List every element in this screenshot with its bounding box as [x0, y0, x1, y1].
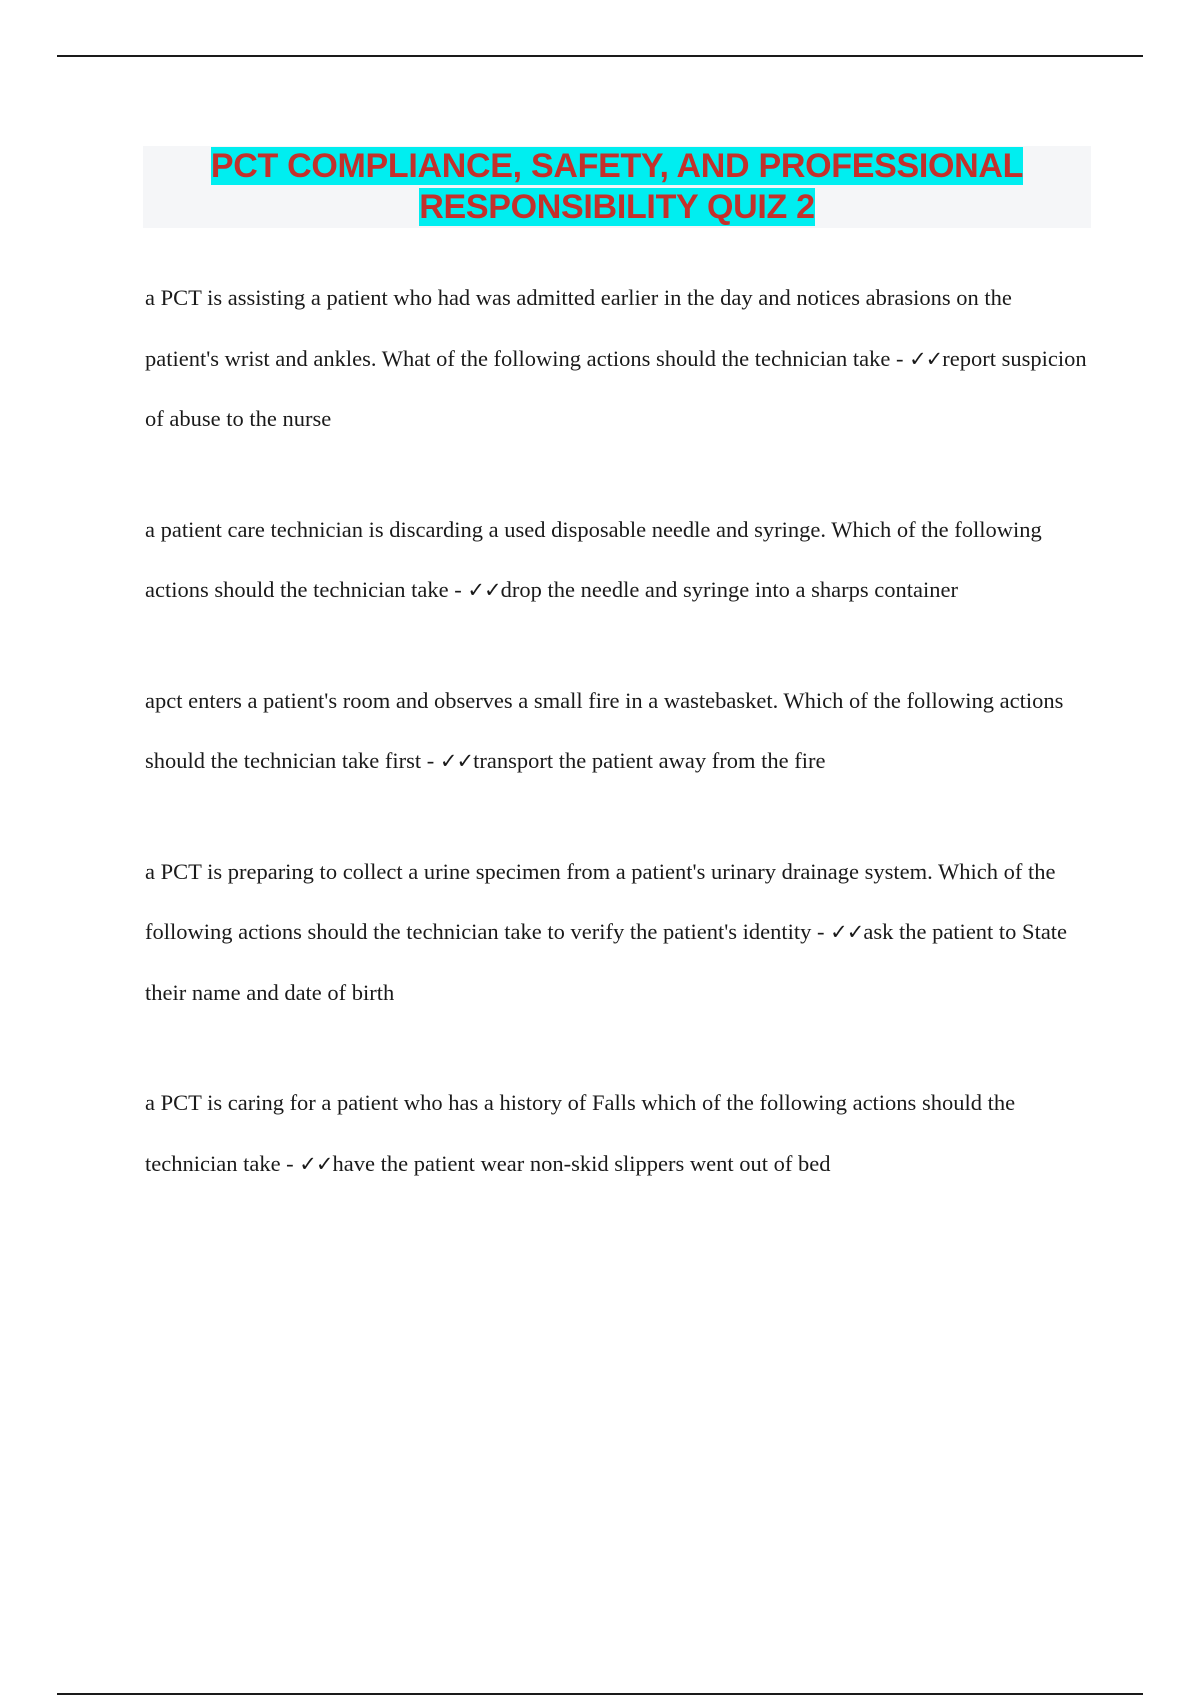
- answer-text: report suspicion of abuse to the nurse: [145, 345, 1087, 431]
- question-list: [145, 268, 1090, 1244]
- qa-item: [145, 842, 1090, 1024]
- qa-item: [145, 268, 1090, 450]
- qa-item: [145, 1073, 1090, 1194]
- qa-item: [145, 500, 1090, 621]
- bottom-rule: [57, 1693, 1143, 1695]
- qa-item: [145, 671, 1090, 792]
- question-text: a PCT is preparing to collect a urine specimen from a patient's urinary drainage system. Which of the following actions should the technician take to verify the patient's identity -: [145, 858, 1056, 944]
- answer-text: transport the patient away from the fire: [473, 748, 826, 773]
- question-text: a PCT is assisting a patient who had was admitted earlier in the day and notices abrasions on the patient's wrist and ankles. What of the following actions should the technician take -: [145, 285, 1012, 371]
- question-text: a PCT is caring for a patient who has a history of Falls which of the following actions should the technician take -: [145, 1090, 1016, 1176]
- answer-text: ask the patient to State their name and date of birth: [145, 919, 1068, 1005]
- double-check-icon: ✓✓: [299, 1151, 333, 1176]
- answer-text: have the patient wear non-skid slippers went out of bed: [332, 1150, 831, 1176]
- double-check-icon: ✓✓: [830, 920, 864, 944]
- document-title: PCT COMPLIANCE, SAFETY, AND PROFESSIONAL RESPONSIBILITY QUIZ 2: [210, 147, 1024, 226]
- double-check-icon: ✓✓: [439, 749, 474, 773]
- double-check-icon: ✓✓: [467, 578, 501, 602]
- double-check-icon: ✓✓: [909, 346, 943, 371]
- question-text: a patient care technician is discarding a used disposable needle and syringe. Which of the following actions should the technician take -: [145, 516, 1042, 602]
- title-banner: [143, 146, 1091, 228]
- answer-text: drop the needle and syringe into a sharps container: [500, 577, 958, 602]
- top-rule: [57, 55, 1143, 57]
- question-text: apct enters a patient's room and observes a small fire in a wastebasket. Which of the following actions should the technician take first -: [145, 687, 1064, 773]
